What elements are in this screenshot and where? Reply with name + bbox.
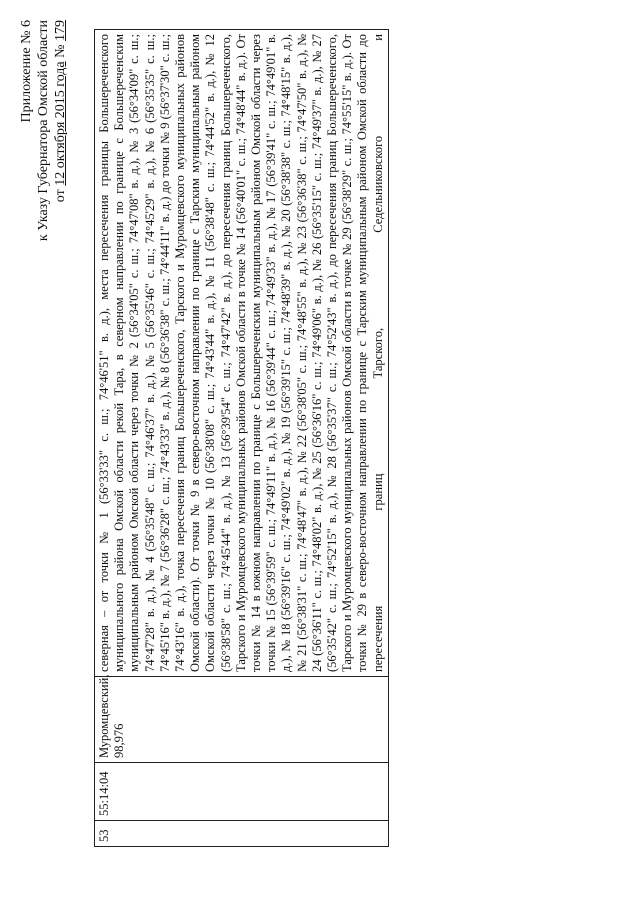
decree-date-line [52,20,69,241]
number-prefix: № [53,44,68,58]
boundary-table [94,29,389,847]
decree-reference: к Указу Губернатора Омской области [36,20,51,242]
district-name-area: Муромцевский, 98,976 [95,677,389,763]
appendix-title: Приложение № 6 [19,20,34,123]
boundary-description: северная – от точки № 1 (56°33'33" с. ш.; 74°46'51" в. д.), места пересечения границы Большереченского муниципального района Омской области рекой Тара, в северном направлении по границе с Большереченским муниципальным районом Омской области через точки № 2 (56°34'05" с. ш.; 74°47'08" в. д.), № 3 (56°34'09" с. ш.; 74°47'28" в. д.), № 4 (56°35'48" с. ш.; 74°46'37" в. д.), № 5 (56°35'46" с. ш.; 74°45'29" в. д.), № 6 (56°35'35" с. ш.; 74°45'16" в. д.), № 7 (56°36'28" с. ш.; 74°43'33" в. д.), № 8 (56°36'38" с. ш.; 74°44'11" в. д.) до точки № 9 (56°37'30" с. ш.; 74°43'16" в. д.), точка пересечения границ Большереченского, Тарского и Муромцевского муниципальных районов Омской области). От точки № 9 в северо-восточном направлении по границе с Тарским муниципальным районом Омской области через точки № 10 (56°38'08" с. ш.; 74°43'44" в. д.), № 11 (56°38'48" с. ш.; 74°44'52" в. д.), № 12 (56°38'58" с. ш.; 74°45'44" в. д.), № 13 (56°39'54" с. ш.; 74°47'42" в. д.), до пересечения границ Большереченского, Тарского и Муромцевского муниципальных районов Омской области в точке № 14 (56°40'01" с. ш.; 74°48'44" в. д.). От точки № 14 в южном направлении по границе с Большереченским муниципальным районом Омской области через точки № 15 (56°39'59" с. ш.; 74°49'11" в. д.), № 16 (56°39'44" с. ш.; 74°49'33" в. д.), № 17 (56°39'41" с. ш.; 74°49'01" в. д.), № 18 (56°39'16" с. ш.; 74°49'02" в. д.), № 19 (56°39'15" с. ш.; 74°48'39" в. д.), № 20 (56°38'38" с. ш.; 74°48'15" в. д.), № 21 (56°38'31" с. ш.; 74°48'47" в. д.), № 22 (56°38'05" с. ш.; 74°48'55" в. д.), № 23 (56°36'38" с. ш.; 74°47'50" в. д.), № 24 (56°36'11" с. ш.; 74°48'02" в. д.), № 25 (56°36'16" с. ш.; 74°49'06" в. д.), № 26 (56°35'15" с. ш.; 74°49'37" в. д.), № 27 (56°35'42" с. ш.; 74°52'15" в. д.), № 28 (56°35'37" с. ш.; 74°52'43" в. д.), до пересечения границ Большереченского, Тарского и Муромцевского муниципальных районов Омской области в точке № 29 (56°38'29" с. ш.; 74°55'15" в. д.). От точки № 29 в северо-восточном направлении по границе с Тарским муниципальным районом Омской области до пересечения границ Тарского, Седельниковского и [95,30,389,677]
decree-number: 179 [53,20,68,41]
row-number: 53 [95,821,389,847]
appendix-header [18,20,69,241]
cadastral-code: 55:14:04 [95,763,389,821]
decree-date: 12 октября 2015 года [53,61,68,186]
table-row [95,30,389,847]
date-prefix: от [53,189,68,203]
